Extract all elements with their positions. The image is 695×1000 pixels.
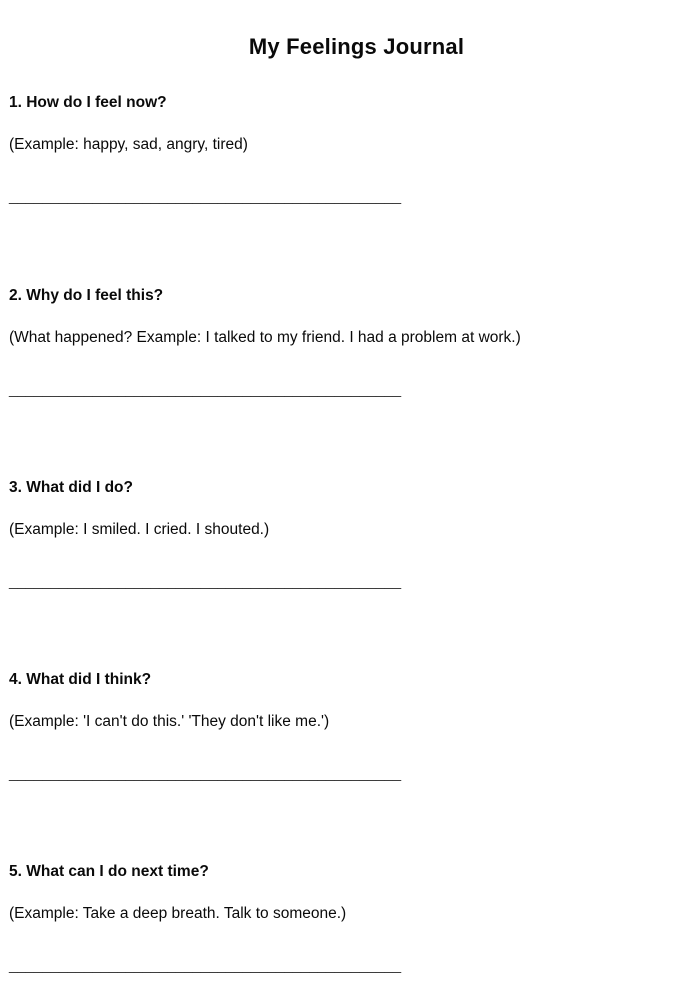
question-example: (Example: Take a deep breath. Talk to someone.) bbox=[9, 905, 347, 922]
answer-line: _______________________________________________ bbox=[9, 381, 402, 398]
question-section-3 bbox=[9, 479, 669, 609]
question-heading: 1. How do I feel now? bbox=[9, 94, 167, 111]
question-example: (Example: 'I can't do this.' 'They don't like me.') bbox=[9, 713, 330, 730]
question-section-2 bbox=[9, 287, 669, 417]
question-section-1 bbox=[9, 94, 669, 224]
question-example: (Example: happy, sad, angry, tired) bbox=[9, 136, 248, 153]
answer-line: _______________________________________________ bbox=[9, 188, 402, 205]
question-heading: 2. Why do I feel this? bbox=[9, 287, 164, 304]
question-heading: 4. What did I think? bbox=[9, 671, 152, 688]
answer-line: _______________________________________________ bbox=[9, 765, 402, 782]
question-example: (What happened? Example: I talked to my friend. I had a problem at work.) bbox=[9, 329, 521, 346]
question-section-5 bbox=[9, 863, 669, 993]
answer-line: _______________________________________________ bbox=[9, 957, 402, 974]
question-heading: 3. What did I do? bbox=[9, 479, 133, 496]
question-heading: 5. What can I do next time? bbox=[9, 863, 209, 880]
answer-line: _______________________________________________ bbox=[9, 573, 402, 590]
question-example: (Example: I smiled. I cried. I shouted.) bbox=[9, 521, 270, 538]
page-title: My Feelings Journal bbox=[248, 34, 465, 59]
question-section-4 bbox=[9, 671, 669, 801]
